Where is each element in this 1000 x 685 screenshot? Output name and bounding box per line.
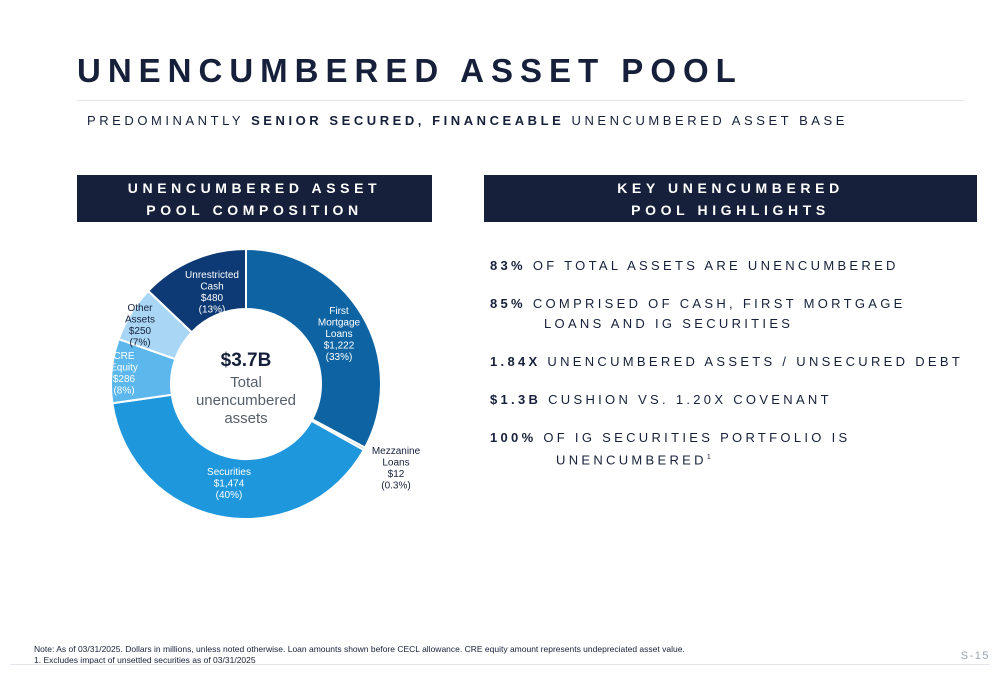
- highlight-value: 100%: [490, 430, 537, 445]
- highlight-text: OF IG SECURITIES PORTFOLIO IS: [536, 430, 851, 445]
- highlight-value: 1.84X: [490, 354, 541, 369]
- highlight-text-cont: [490, 448, 850, 470]
- page-number: S-15: [960, 650, 990, 662]
- center-label-line1: Total: [230, 374, 262, 391]
- composition-header-line1: UNENCUMBERED ASSET: [127, 179, 382, 196]
- center-total-value: $3.7B: [220, 350, 272, 371]
- slice-label-first-mortgage-loans: First Mortgage Loans $1,222 (33%): [317, 306, 361, 363]
- center-label-line3: assets: [224, 410, 268, 427]
- slice-label-unrestricted-cash: Unrestricted Cash $480 (13%): [185, 270, 239, 316]
- highlight-text: UNENCUMBERED ASSETS / UNSECURED DEBT: [540, 354, 964, 369]
- footnote-ref: 1: [706, 454, 711, 461]
- asset-pool-donut-chart: [90, 240, 430, 530]
- composition-header-line2: POOL COMPOSITION: [146, 201, 363, 218]
- footnote-note: Note: As of 03/31/2025. Dollars in millions, unless noted otherwise. Loan amounts shown before CECL allowance. CRE equity amount represents undepreciated asset value.: [34, 644, 685, 654]
- highlight-value: $1.3B: [490, 392, 542, 407]
- slice-label-mezzanine-loans: Mezzanine Loans $12 (0.3%): [371, 446, 421, 492]
- slice-label-securities: Securities $1,474 (40%): [207, 467, 251, 501]
- subtitle-pre: PREDOMINANTLY: [87, 113, 252, 128]
- center-label-line2: unencumbered: [195, 392, 297, 409]
- footnote-1: 1. Excludes impact of unsettled securities as of 03/31/2025: [34, 654, 256, 665]
- highlight-cont-word: UNENCUMBERED: [556, 452, 707, 468]
- page-subtitle: [87, 113, 848, 128]
- highlights-panel-header: [484, 175, 977, 222]
- highlight-text: CUSHION VS. 1.20X COVENANT: [541, 392, 832, 407]
- footnotes: [34, 644, 685, 665]
- highlight-item: [490, 390, 832, 410]
- highlights-header-line1: KEY UNENCUMBERED: [617, 179, 844, 196]
- highlight-text: COMPRISED OF CASH, FIRST MORTGAGE: [525, 296, 906, 311]
- highlight-value: 85%: [490, 296, 526, 311]
- bottom-divider: [10, 664, 990, 665]
- highlight-item: [490, 294, 906, 334]
- slice-label-other-assets: Other Assets $250 (7%): [124, 303, 156, 349]
- subtitle-bold: SENIOR SECURED, FINANCEABLE: [251, 113, 565, 128]
- highlight-value: 83%: [490, 258, 526, 273]
- highlight-item: [490, 428, 850, 470]
- page-title: UNENCUMBERED ASSET POOL: [77, 52, 743, 89]
- highlight-item: [490, 256, 899, 276]
- composition-panel-header: [77, 175, 432, 222]
- highlight-text-cont: LOANS AND IG SECURITIES: [544, 316, 794, 331]
- highlight-item: [490, 352, 963, 372]
- slice-label-cre-equity: CRE Equity $286 (8%): [110, 351, 138, 397]
- subtitle-post: UNENCUMBERED ASSET BASE: [564, 113, 848, 128]
- highlight-text: OF TOTAL ASSETS ARE UNENCUMBERED: [525, 258, 899, 273]
- highlights-header-line2: POOL HIGHLIGHTS: [631, 201, 830, 218]
- title-divider: [77, 100, 964, 101]
